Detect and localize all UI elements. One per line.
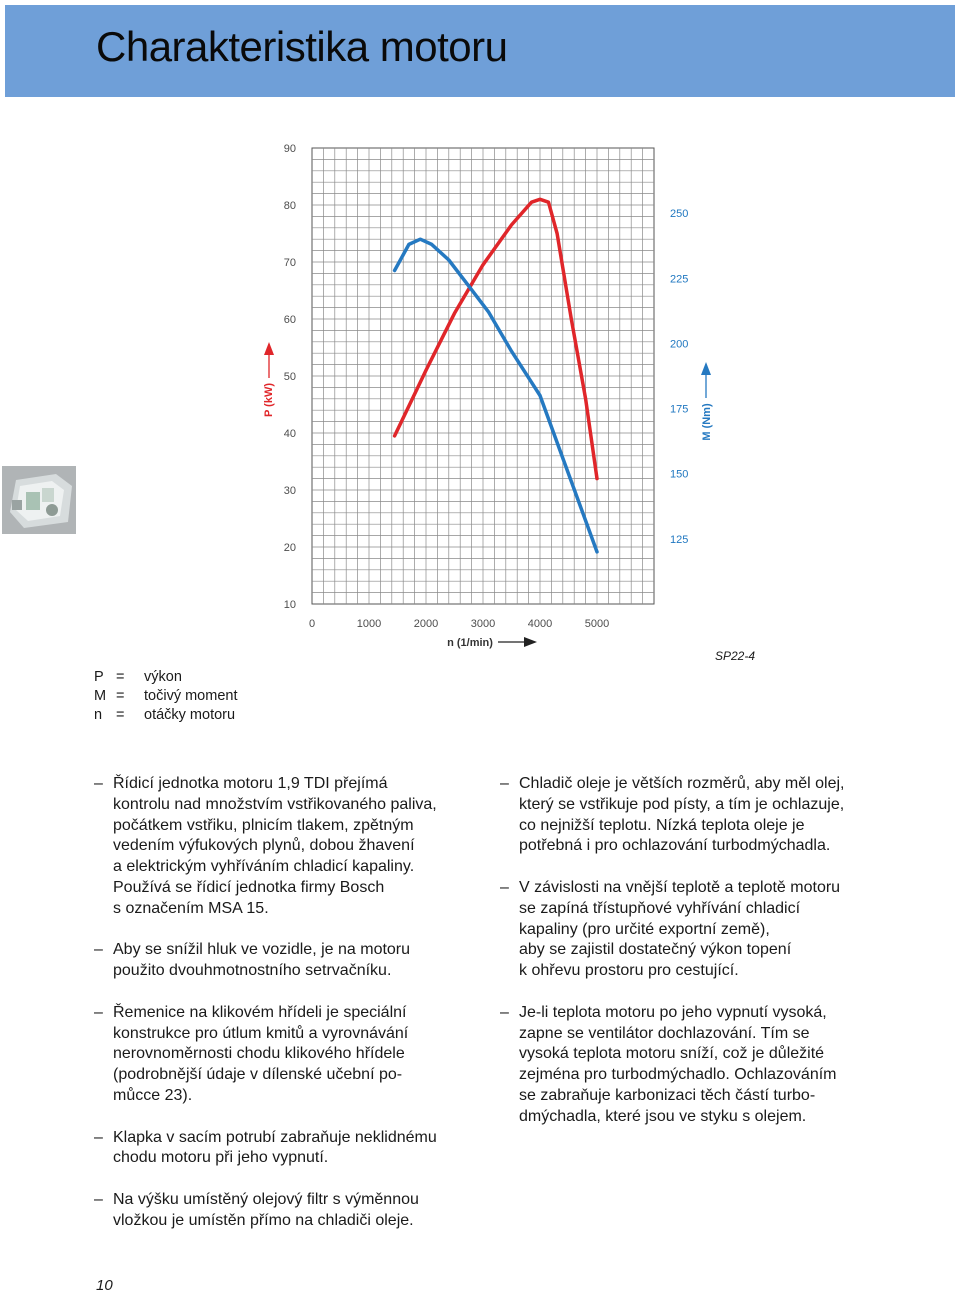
y-left-axis-arrowhead [264,342,274,355]
y-right-tick-label: 200 [670,338,689,351]
legend-row-n [94,706,237,725]
y-right-tick-label: 150 [670,468,689,481]
bullet-item [500,878,900,982]
bullet-dash: – [94,775,103,792]
page-title: Charakteristika motoru [96,23,508,70]
right-text-column [500,774,900,1148]
bullet-item [94,1190,486,1232]
bullet-dash: – [500,878,509,896]
bullet-dash: – [94,1190,103,1208]
bullet-text: Na výšku umístěný olejový filtr s výměnnou vložkou je umístěn přímo na chladiči oleje. [113,1190,419,1229]
bullet-text: V závislosti na vnější teplotě a teplotě motoru se zapíná třístupňové vyhřívání chladicí kapaliny (pro určité exportní země), aby se zajistil dostatečný výkon topení k ohřevu prostoru pro cestující. [519,878,841,980]
bullet-text: Chladič oleje je větších rozměrů, aby měl olej, který se vstřikuje pod písty, a tím je ochlazuje, co nejnižší teplotu. Nízká teplota oleje je potřebná i pro ochlazování turbodmýchadla. [519,775,845,855]
y-left-tick-label: 50 [283,371,296,383]
legend-symbol: P [94,669,104,685]
y-left-tick-label: 40 [283,428,296,440]
bullet-item [94,1003,486,1107]
bullet-text: Řídicí jednotka motoru 1,9 TDI přejímá kontrolu nad množstvím vstřikovaného paliva, počátkem vstřiku, plnicím tlakem, zpětným vedením výfukových plynů, dobou žhavení a elektrickým vyhříváním chladicí kapaliny. Používá se řídicí jednotka firmy Bosch s označením MSA 15. [113,775,437,917]
bullet-text: Klapka v sacím potrubí zabraňuje neklidnému chodu motoru při jeho vypnutí. [113,1128,437,1167]
y-left-tick-label: 80 [283,200,296,212]
page-number: 10 [96,1277,113,1294]
bullet-item [500,774,900,857]
bullet-item [94,1128,486,1170]
y-right-tick-label: 175 [670,403,689,416]
legend-text: výkon [144,669,182,685]
chart-svg [0,130,960,670]
x-tick-label: 1000 [356,618,382,630]
y-left-tick-label: 90 [283,143,296,155]
x-tick-label: 2000 [413,618,439,630]
engine-characteristic-chart [0,130,960,670]
y-left-tick-label: 30 [283,485,296,497]
legend-row-m [94,687,237,706]
y-right-axis-arrowhead [701,362,711,375]
legend [94,668,237,725]
y-right-tick-label: 250 [670,208,689,221]
legend-row-p [94,668,237,687]
y-left-tick-label: 10 [283,599,296,611]
bullet-item [94,940,486,982]
y-right-tick-label: 125 [670,533,689,546]
bullet-text: Aby se snížil hluk ve vozidle, je na motoru použito dvouhmotnostního setrvačníku. [113,941,411,980]
x-tick-label: 4000 [527,618,553,630]
x-axis-arrowhead [524,637,537,647]
left-text-column [94,774,486,1252]
bullet-dash: – [94,1128,103,1146]
y-right-axis-label: M (Nm) [701,403,713,441]
x-axis-label: n (1/min) [447,637,493,649]
x-tick-label: 0 [308,618,316,630]
figure-reference: SP22-4 [715,649,756,663]
bullet-text: Je-li teplota motoru po jeho vypnutí vysoká, zapne se ventilátor dochlazování. Tím se vysoká teplota motoru sníží, což je důležité zejména pro turbodmýchadlo. Ochlazováním se zabraňuje karbonizaci těch částí turbo- dmýchadla, které jsou ve styku s olejem. [519,1003,837,1125]
bullet-item [94,774,486,920]
bullet-dash: – [94,941,103,959]
bullet-dash: – [500,775,509,792]
bullet-item [500,1003,900,1128]
bullet-text: Řemenice na klikovém hřídeli je speciální konstrukce pro útlum kmitů a vyrovnávání nerovnoměrnosti chodu klikového hřídele (podrobnější údaje v dílenské učební po- můcce 23). [113,1003,409,1104]
x-tick-label: 5000 [584,618,610,630]
legend-symbol: M [94,688,107,704]
legend-text: otáčky motoru [144,707,236,723]
y-left-axis-label: P (kW) [263,382,275,418]
legend-equals: = [116,707,125,723]
bullet-dash: – [94,1003,103,1021]
legend-equals: = [116,669,125,685]
legend-equals: = [116,688,125,704]
y-right-tick-label: 225 [670,273,689,286]
title-bar [5,5,955,97]
legend-symbol: n [94,707,103,723]
x-tick-label: 3000 [470,618,496,630]
bullet-dash: – [500,1003,509,1021]
y-left-tick-label: 20 [283,542,296,554]
y-left-tick-label: 60 [283,314,296,326]
y-left-tick-label: 70 [283,257,296,269]
legend-text: točivý moment [144,688,238,704]
